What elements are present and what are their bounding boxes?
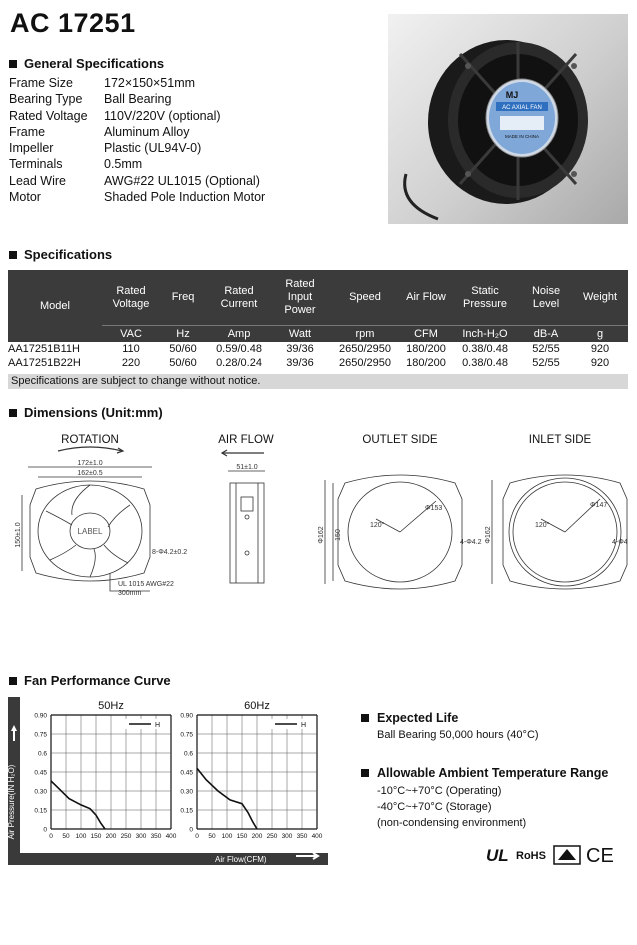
y-tick-label: 0	[43, 826, 47, 834]
dimensions-heading: Dimensions (Unit:mm)	[9, 405, 163, 420]
page-title: AC 17251	[10, 8, 136, 38]
rotation-view-drawing	[15, 460, 187, 597]
table-cell: 50/60	[169, 343, 197, 355]
table-cell: 110	[122, 343, 140, 355]
certification-logos	[486, 842, 631, 868]
table-cell: 39/36	[286, 343, 314, 355]
unit-cell: Watt	[272, 326, 328, 343]
general-spec-heading: General Specifications	[9, 56, 164, 71]
expected-life-heading: Expected Life	[361, 711, 458, 725]
y-tick-label: 0.15	[34, 807, 47, 815]
col-header-power: Rated Input Power	[272, 270, 328, 326]
dim-outlet-dia: Φ162	[318, 526, 325, 544]
unit-cell: Inch-H₂O	[450, 326, 520, 343]
fan-label-origin: MADE IN CHINA	[504, 134, 540, 139]
unit-cell: Hz	[160, 326, 206, 343]
bullet-square-icon	[9, 251, 17, 259]
unit-cell: rpm	[328, 326, 402, 343]
temperature-note: (non-condensing environment)	[377, 817, 527, 829]
x-tick-label: 200	[105, 833, 117, 840]
dim-inlet-circle: Φ147	[590, 502, 608, 509]
table-cell: 920	[590, 343, 610, 355]
expected-life-text: Ball Bearing 50,000 hours (40°C)	[377, 729, 539, 741]
general-spec-row	[9, 75, 265, 91]
table-cell: 220	[121, 357, 141, 369]
performance-heading: Fan Performance Curve	[9, 673, 171, 688]
col-header-speed: Speed	[328, 270, 402, 326]
col-header-voltage: Rated Voltage	[102, 270, 160, 326]
col-header-pressure: Static Pressure	[450, 270, 520, 326]
spec-key: Frame Size	[9, 76, 73, 90]
x-tick-label: 350	[296, 833, 308, 840]
table-cell: 0.59/0.48	[216, 343, 262, 355]
table-cell: 920	[590, 357, 610, 369]
general-spec-row	[9, 156, 265, 172]
temperature-storage: -40°C~+70°C (Storage)	[377, 801, 492, 813]
spec-key: Rated Voltage	[9, 108, 88, 123]
x-tick-label: 300	[281, 833, 293, 840]
unit-cell: dB-A	[520, 326, 572, 343]
unit-cell: g	[572, 326, 628, 343]
y-tick-label: 0.30	[180, 788, 193, 796]
dim-outlet-angle: 120°	[370, 522, 385, 529]
x-axis-label: Air Flow(CFM)	[215, 855, 267, 864]
unit-cell: CFM	[402, 326, 450, 343]
spec-key: Impeller	[9, 141, 54, 156]
x-tick-label: 400	[311, 833, 323, 840]
spec-value: 172×150×51mm	[104, 76, 196, 90]
dim-width: 172±1.0	[77, 460, 103, 467]
table-row	[8, 356, 628, 370]
general-spec-row	[9, 108, 265, 124]
x-tick-label: 200	[251, 833, 263, 840]
x-tick-label: 300	[135, 833, 147, 840]
temperature-operating: -10°C~+70°C (Operating)	[377, 785, 502, 797]
x-tick-label: 0	[195, 833, 199, 840]
y-axis-label: Air Pressure(IN H₂O)	[7, 764, 16, 840]
table-cell: 0.38/0.48	[462, 343, 508, 355]
spec-value: 110V/220V (optional)	[104, 108, 221, 123]
table-cell: AA17251B11H	[8, 343, 80, 355]
spec-value: Aluminum Alloy	[104, 124, 190, 139]
dim-outlet-height: 150	[335, 529, 342, 541]
col-header-model: Model	[8, 270, 102, 342]
x-tick-label: 400	[165, 833, 177, 840]
performance-curve-chart	[8, 697, 328, 865]
y-tick-label: 0.45	[34, 769, 47, 777]
col-header-current: Rated Current	[206, 270, 272, 326]
table-cell: 2650/2950	[339, 357, 391, 369]
general-spec-row	[9, 189, 265, 205]
bullet-square-icon	[361, 714, 369, 722]
spec-value: Shaded Pole Induction Motor	[104, 190, 266, 205]
view-label-inlet: INLET SIDE	[528, 434, 592, 446]
dim-width2: 162±0.5	[77, 470, 103, 477]
outlet-view-drawing	[318, 475, 482, 589]
legend-label: H	[301, 722, 307, 729]
spec-key: Lead Wire	[9, 173, 66, 188]
legend-label: H	[155, 722, 161, 729]
spec-value: Ball Bearing	[104, 92, 172, 107]
spec-key: Frame	[9, 124, 46, 139]
x-tick-label: 50	[62, 833, 70, 840]
unit-cell: VAC	[102, 326, 160, 343]
x-tick-label: 50	[208, 833, 216, 840]
iso-badge-icon	[554, 846, 580, 864]
view-label-rotation: ROTATION	[61, 434, 119, 446]
x-tick-label: 350	[150, 833, 162, 840]
dim-label: LABEL	[77, 527, 103, 536]
general-spec-row	[9, 91, 265, 107]
dim-depth: 51±1.0	[236, 464, 258, 471]
table-cell: 0.28/0.24	[216, 357, 262, 369]
chart-title: 60Hz	[244, 700, 270, 712]
table-cell: 180/200	[406, 343, 446, 355]
dimension-drawings	[0, 455, 637, 605]
table-cell: AA17251B22H	[8, 357, 81, 369]
bullet-square-icon	[9, 60, 17, 68]
y-tick-label: 0.6	[37, 750, 47, 758]
dim-outlet-holes: 4-Φ4.2	[460, 539, 482, 546]
general-spec-row	[9, 140, 265, 156]
rohs-mark: RoHS	[516, 850, 546, 862]
table-cell: 50/60	[169, 357, 197, 369]
view-label-outlet: OUTLET SIDE	[362, 434, 438, 446]
table-cell: 52/55	[532, 343, 560, 355]
chart-x-label-band	[8, 853, 328, 865]
view-label-airflow: AIR FLOW	[218, 434, 274, 446]
dim-height: 150±1.0	[15, 522, 22, 548]
spec-key: Terminals	[9, 157, 63, 172]
y-tick-label: 0.45	[180, 769, 193, 777]
ce-logo-icon	[586, 845, 614, 867]
x-tick-label: 150	[90, 833, 102, 840]
x-tick-label: 250	[120, 833, 132, 840]
general-spec-row	[9, 173, 265, 189]
spec-note: Specifications are subject to change without notice.	[8, 374, 628, 389]
specifications-heading: Specifications	[9, 247, 112, 262]
y-tick-label: 0.75	[34, 731, 47, 739]
fan-label-brand: MJ	[505, 90, 519, 100]
table-row	[8, 342, 628, 356]
bullet-square-icon	[9, 677, 17, 685]
inlet-view-drawing	[485, 475, 628, 589]
y-tick-label: 0.75	[180, 731, 193, 739]
dim-inlet-holes: 4-Φ4	[612, 539, 628, 546]
x-tick-label: 0	[49, 833, 53, 840]
airflow-view-drawing	[228, 464, 265, 583]
ul-logo-icon	[486, 846, 509, 865]
table-cell: 180/200	[406, 357, 446, 369]
dim-wire: UL 1015 AWG#22	[118, 581, 174, 588]
dim-holes: 8-Φ4.2±0.2	[152, 549, 188, 556]
y-tick-label: 0.90	[180, 712, 193, 720]
bullet-square-icon	[9, 409, 17, 417]
ul-mark: UL	[486, 846, 509, 865]
y-tick-label: 0	[189, 826, 193, 834]
dim-wire-length: 300mm	[118, 590, 142, 597]
table-cell: 0.38/0.48	[462, 357, 508, 369]
x-tick-label: 250	[266, 833, 278, 840]
x-tick-label: 100	[221, 833, 233, 840]
dim-inlet-dia: Φ162	[485, 526, 492, 544]
col-header-airflow: Air Flow	[402, 270, 450, 326]
table-cell: 52/55	[532, 357, 560, 369]
bullet-square-icon	[361, 769, 369, 777]
rotation-arrow-icon	[58, 447, 122, 451]
table-cell: 39/36	[286, 357, 314, 369]
spec-value: AWG#22 UL1015 (Optional)	[104, 173, 260, 188]
table-cell: 2650/2950	[339, 343, 391, 355]
spec-key: Bearing Type	[9, 92, 83, 107]
fan-label-text: AC AXIAL FAN	[502, 105, 542, 111]
col-header-weight: Weight	[572, 270, 628, 326]
temperature-lines	[377, 783, 526, 831]
y-tick-label: 0.30	[34, 788, 47, 796]
y-tick-label: 0.15	[180, 807, 193, 815]
col-header-noise: Noise Level	[520, 270, 572, 326]
ce-mark: CE	[586, 845, 614, 867]
specifications-table	[8, 270, 628, 370]
y-tick-label: 0.6	[183, 750, 193, 758]
dim-outlet-circle: Φ153	[425, 505, 443, 512]
unit-cell: Amp	[206, 326, 272, 343]
spec-value: 0.5mm	[104, 157, 143, 172]
y-tick-label: 0.90	[34, 712, 47, 720]
general-spec-row	[9, 124, 265, 140]
rohs-logo-icon	[516, 850, 546, 862]
spec-value: Plastic (UL94V-0)	[104, 141, 202, 156]
spec-key: Motor	[9, 190, 41, 205]
x-tick-label: 150	[236, 833, 248, 840]
temperature-heading: Allowable Ambient Temperature Range	[361, 766, 608, 780]
dim-inlet-angle: 120°	[535, 522, 550, 529]
product-photo	[388, 14, 628, 224]
chart-title: 50Hz	[98, 700, 124, 712]
x-tick-label: 100	[75, 833, 87, 840]
col-header-freq: Freq	[160, 270, 206, 326]
general-spec-list	[9, 75, 265, 205]
fan-photo-illustration	[388, 14, 628, 224]
